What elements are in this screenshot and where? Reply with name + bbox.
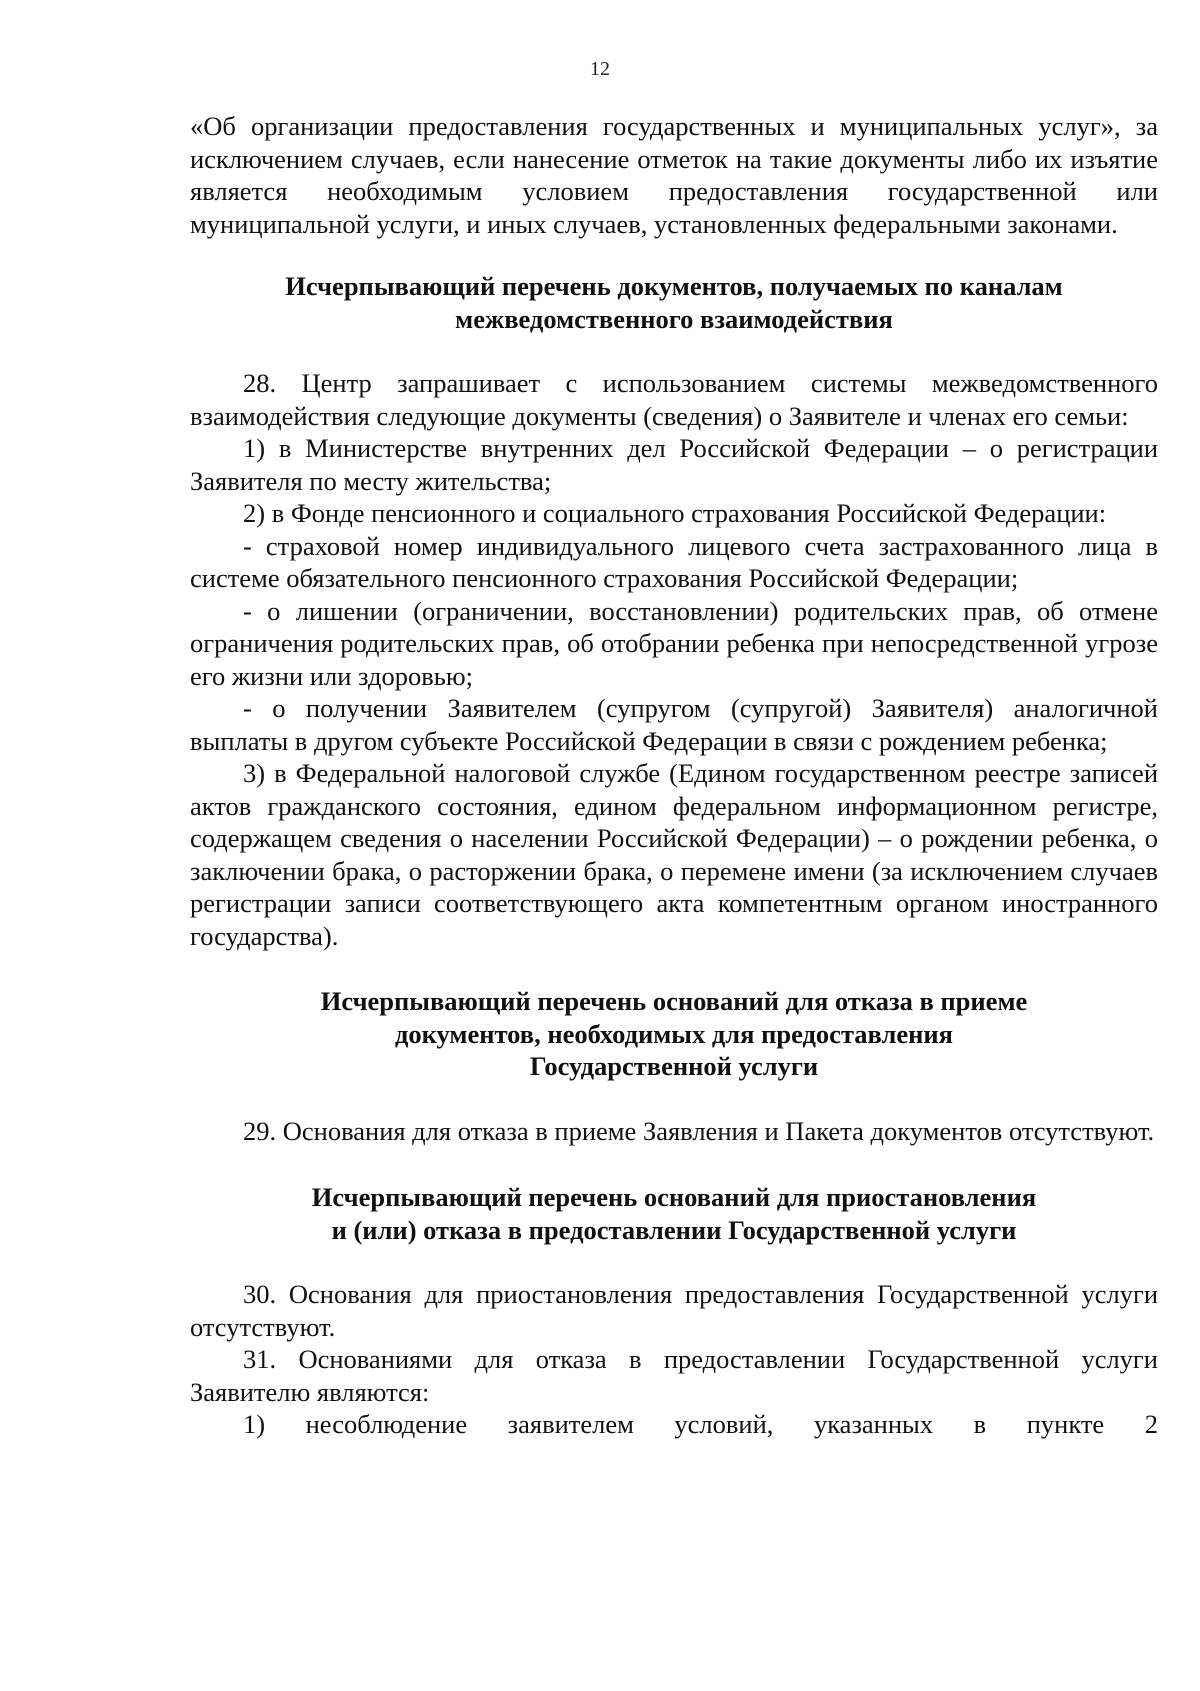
document-body: [190, 110, 1158, 1441]
sub-item-snils: - страховой номер индивидуального лицевого счета застрахованного лица в системе обязательного пенсионного страхования Российской Федерации;: [190, 530, 1158, 593]
heading-line: Исчерпывающий перечень оснований для приостановления: [311, 1182, 1037, 1212]
paragraph-29: 29. Основания для отказа в приеме Заявления и Пакета документов отсутствуют.: [243, 1115, 1155, 1146]
section-heading-suspension-refusal: [190, 1181, 1158, 1246]
section-heading-interagency-documents: [190, 270, 1158, 335]
sub-item-parental-rights: - о лишении (ограничении, восстановлении) родительских прав, об отмене ограничения родительских прав, об отобрании ребенка при непосредственной угрозе его жизни или здоровью;: [190, 595, 1158, 691]
paragraph-28: 28. Центр запрашивает с использованием системы межведомственного взаимодействия следующие документы (сведения) о Заявителе и членах его семьи:: [190, 368, 1158, 431]
sub-item-similar-payment: - о получении Заявителем (супругом (супругой) Заявителя) аналогичной выплаты в другом субъекте Российской Федерации в связи с рождением ребенка;: [190, 693, 1158, 756]
list-item-3-tax-service: 3) в Федеральной налоговой службе (Едином государственном реестре записей актов гражданского состояния, едином федеральном информационном регистре, содержащем сведения о населении Российской Федерации) – о рождении ребенка, о заключении брака, о расторжении брака, о перемене имени (за исключением случаев регистрации записи соответствующего акта компетентным органом иностранного государства).: [190, 758, 1158, 951]
list-item-1-mvd: 1) в Министерстве внутренних дел Российской Федерации – о регистрации Заявителя по месту жительства;: [190, 433, 1158, 496]
paragraph-30: 30. Основания для приостановления предоставления Государственной услуги отсутствуют.: [190, 1279, 1158, 1342]
heading-line: документов, необходимых для предоставления: [394, 1018, 953, 1049]
heading-line: Государственной услуги: [529, 1051, 819, 1081]
list-item-1-noncompliance: 1) несоблюдение заявителем условий, указанных в пункте 2: [243, 1409, 1158, 1439]
heading-line: Исчерпывающий перечень оснований для отказа в приеме: [320, 986, 1028, 1016]
intro-paragraph: «Об организации предоставления государственных и муниципальных услуг», за исключением случаев, если нанесение отметок на такие документы либо их изъятие является необходимым условием предоставления государственной или муниципальной услуги, и иных случаев, установленных федеральными законами.: [190, 111, 1158, 239]
heading-line: Исчерпывающий перечень документов, получаемых по каналам: [285, 271, 1063, 301]
page-number: 12: [590, 58, 610, 80]
paragraph-31: 31. Основаниями для отказа в предоставлении Государственной услуги Заявителю являются:: [190, 1344, 1158, 1407]
list-item-2-pension-fund: 2) в Фонде пенсионного и социального страхования Российской Федерации:: [243, 498, 1107, 528]
heading-line: межведомственного взаимодействия: [455, 303, 893, 334]
heading-line: и (или) отказа в предоставлении Государственной услуги: [331, 1214, 1017, 1245]
section-heading-refusal-acceptance: [190, 985, 1158, 1083]
